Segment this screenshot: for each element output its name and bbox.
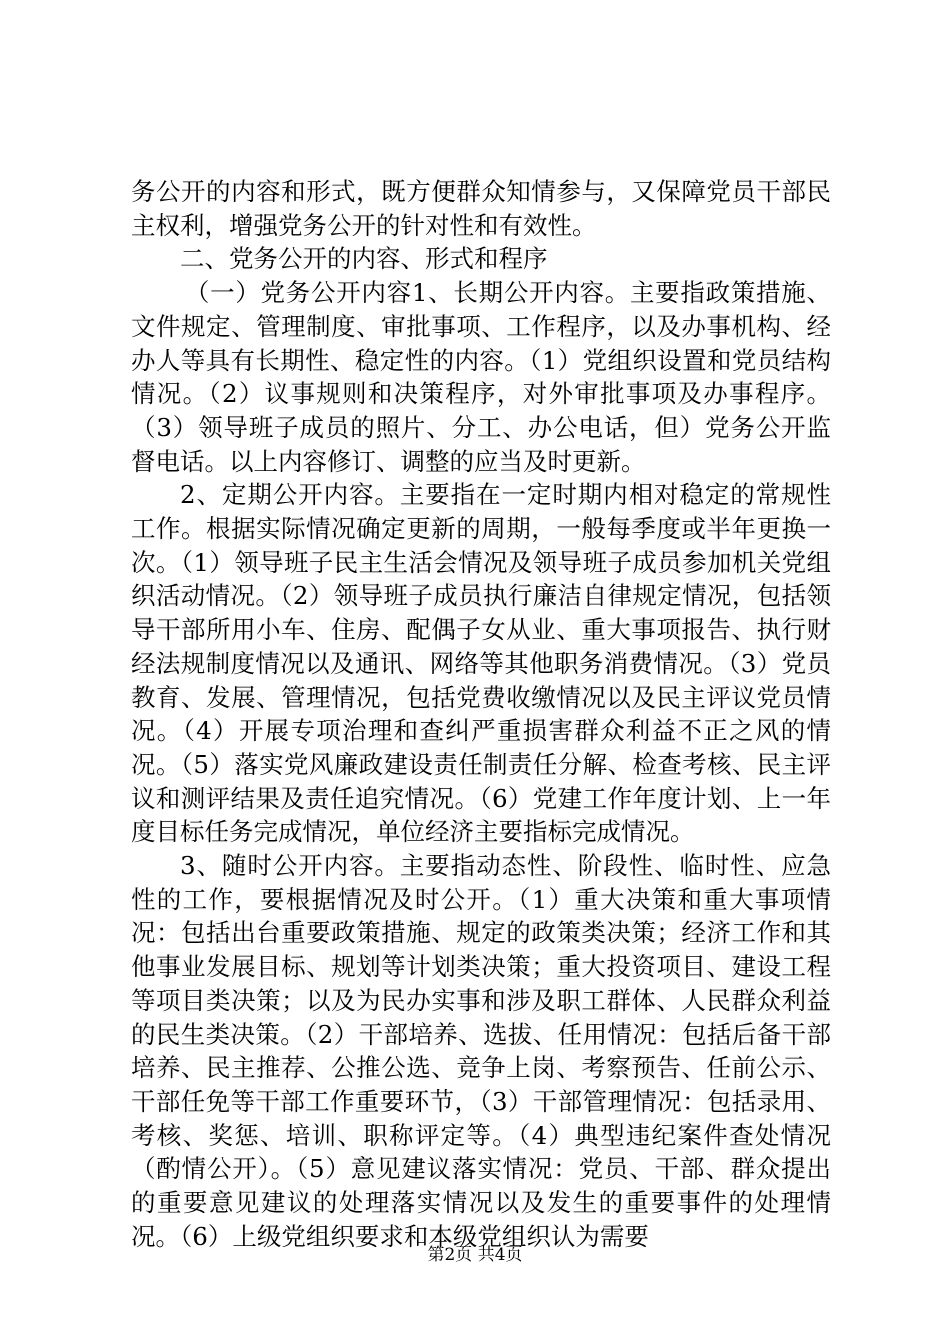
section-heading: 二、党务公开的内容、形式和程序: [180, 244, 548, 274]
paragraph-ad-hoc-content: 3、随时公开内容。主要指动态性、阶段性、临时性、应急性的工作，要根据情况及时公开。（1）重大决策和重大事项情况：包括出台重要政策措施、规定的政策类决策；经济工作和其他事业发展目标、规划等计划类决策；重大投资项目、建设工程等项目类决策；以及为民办实事和涉及职工群体、人民群众利益的民生类决策。（2）干部培养、选拔、任用情况：包括后备干部培养、民主推荐、公推公选、竞争上岗、考察预告、任前公示、干部任免等干部工作重要环节，（3）干部管理情况：包括录用、考核、奖惩、培训、职称评定等。（4）典型违纪案件查处情况（酌情公开）。（5）意见建议落实情况：党员、干部、群众提出的重要意见建议的处理落实情况以及发生的重要事件的处理情况。（6）上级党组织要求和本级党组织认为需要: [131, 851, 831, 1251]
paragraph-periodic-content: 2、定期公开内容。主要指在一定时期内相对稳定的常规性工作。根据实际情况确定更新的周期，一般每季度或半年更换一次。（1）领导班子民主生活会情况及领导班子成员参加机关党组织活动情况。（2）领导班子成员执行廉洁自律规定情况，包括领导干部所用小车、住房、配偶子女从业、重大事项报告、执行财经法规制度情况以及通讯、网络等其他职务消费情况。（3）党员教育、发展、管理情况，包括党费收缴情况以及民主评议党员情况。（4）开展专项治理和查纠严重损害群众利益不正之风的情况。（5）落实党风廉政建设责任制责任分解、检查考核、民主评议和测评结果及责任追究情况。（6）党建工作年度计划、上一年度目标任务完成情况，单位经济主要指标完成情况。: [131, 480, 831, 847]
paragraph-long-term-content: （一）党务公开内容1、长期公开内容。主要指政策措施、文件规定、管理制度、审批事项、工作程序，以及办事机构、经办人等具有长期性、稳定性的内容。（1）党组织设置和党员结构情况。（2）议事规则和决策程序，对外审批事项及办事程序。（3）领导班子成员的照片、分工、办公电话，但）党务公开监督电话。以上内容修订、调整的应当及时更新。: [131, 278, 831, 476]
page-footer: [0, 1244, 950, 1266]
page-number: 第2页 共4页: [427, 1245, 523, 1265]
paragraph-continuation: 务公开的内容和形式，既方便群众知情参与，又保障党员干部民主权利，增强党务公开的针对性和有效性。: [131, 177, 831, 240]
document-body: [131, 175, 831, 1254]
